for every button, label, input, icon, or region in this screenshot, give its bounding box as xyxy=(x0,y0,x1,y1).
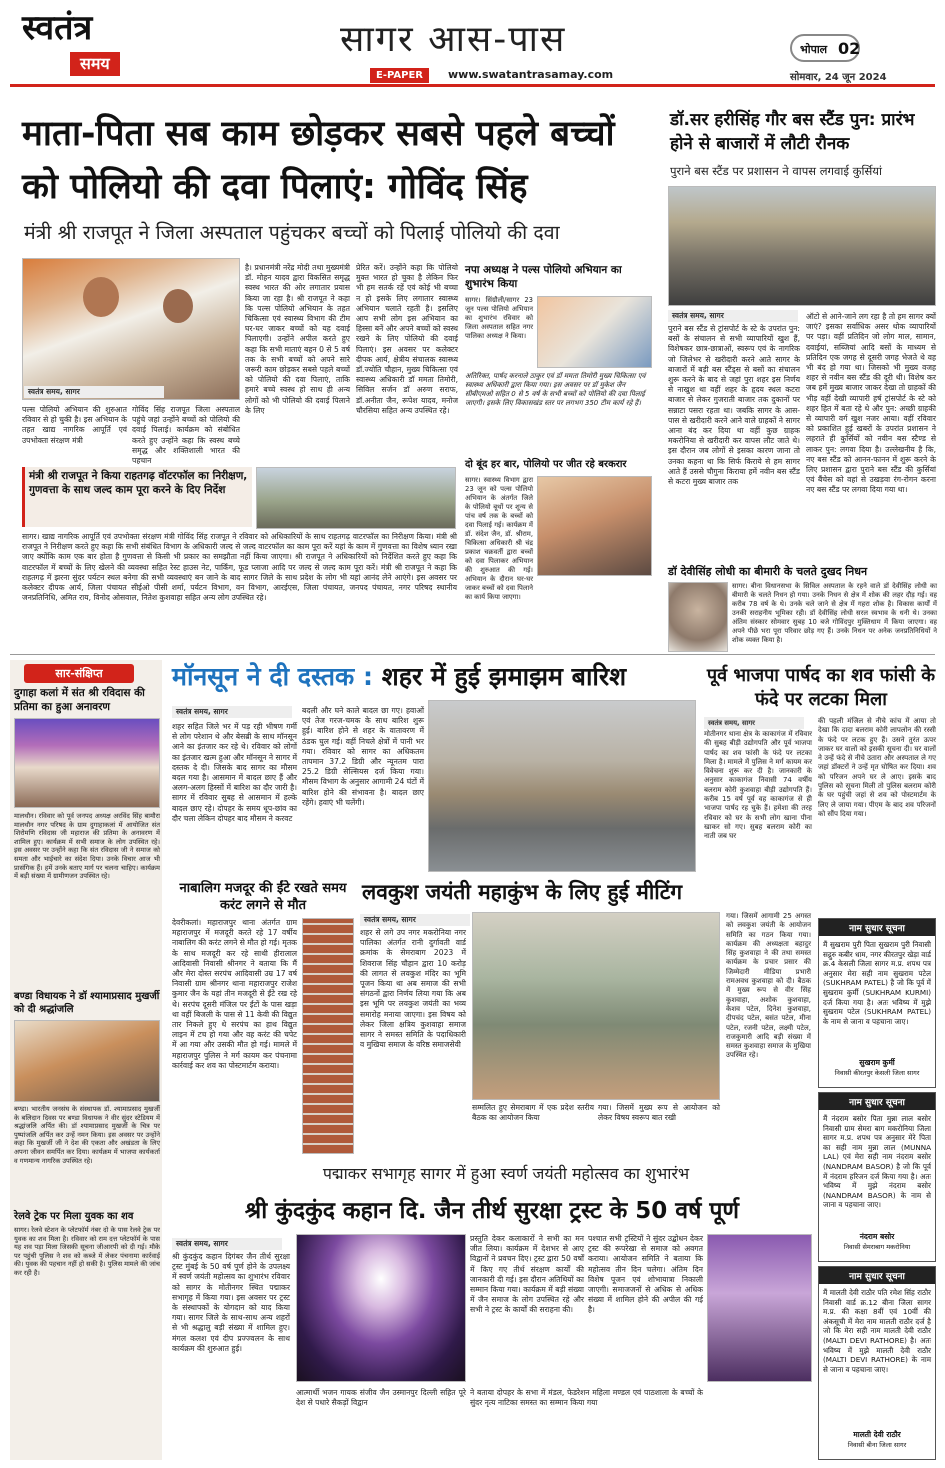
padmakar-photo xyxy=(296,1234,466,1382)
page-number: 02 xyxy=(838,39,861,58)
lodhi-headline: डॉ देवीसिंह लोधी का बीमारी के चलते दुखद निधन xyxy=(668,565,868,578)
nagar-caption: अतिरिक्त, पार्षद करनाले ठाकुर एवं डॉ ममता तिमोरी मुख्य चिकित्सा एवं स्वास्थ्य अधिकारी द्वारा किया गया। इस अवसर पर डॉ मुकेश जैन सीबीएमओ सहित 0 से 5 वर्ष के सभी बच्चों को पोलियो की दवा पिलाई जाएगी। इसके लिए विकासखंड स्तर पर लगभग 350 टीम कार्य रहे हैं। xyxy=(465,372,646,407)
lavkush-col1: शहर से लगे उप नगर मकरोनिया नगर पालिका अंतर्गत रानी दुर्गावती वार्ड क्रमांक के सेमराबाग 2023 में शिवराज सिंह चौहान द्वारा 10 करोड़ की लागत से लवकुश मंदिर का भूमि पूजन किया था अब समाज की सभी संगठनों द्वारा निर्णय लिया गया कि अब इस भूमि पर लवकुश जयंती का भव्य समारोह मनाया जाएगा। इस विषय को लेकर जिला क्षत्रिय कुशवाहा समाज सागर ने समस्त समिति के पदाधिकारी व मुखिया समाज के वरिष्ठ समाजसेवी xyxy=(360,928,466,1050)
summary-b1: मालथौन। रविवार को पूर्व जनपद अध्यक्ष अरविंद सिंह बामौरा मालथौन नगर परिषद के ग्राम दुगाहाकलां में आयोजित संत शिरोमणि रविदास जी महाराज की प्रतिमा के अनावरण में शामिल हुए। कार्यक्रम में सभी समाज के लोग उपस्थित रहे। इस अवसर पर उन्होंने कहा कि संत रविदास जी ने समाज को समता और भाईचारे का संदेश दिया। उनके विचार आज भी प्रासंगिक हैं। हमें उनके बताए मार्ग पर चलना चाहिए। कार्यक्रम में बड़ी संख्या में ग्रामीणजन उपस्थित रहे। xyxy=(14,812,160,881)
padmakar-col3: पश्चात सभी ट्रस्टियों ने सुंदर उद्बोधन देकर ट्रस्ट की रूपरेखा से समाज को अवगत कराया। आयोजन समिति ने बताया कि महोत्सव तीन दिन चलेगा। अंतिम दिन विशेष पूजन एवं शोभायात्रा निकाली जाएगी। समाजजनों से अधिक से अधिक संख्या में शामिल होने की अपील की गई है। xyxy=(588,1234,703,1315)
section-title: सागर आस-पास xyxy=(340,19,567,60)
logo-top: स्वतंत्र xyxy=(22,8,93,48)
padmakar-photo-2 xyxy=(707,1234,812,1382)
lead-byline: स्वतंत्र समय, सागर xyxy=(24,386,164,398)
divider xyxy=(10,654,935,655)
padmakar-headline: श्री कुंदकुंद कहान दि. जैन तीर्थ सुरक्षा ट्रस्ट के 50 वर्ष पूर्ण xyxy=(244,1198,740,1224)
notice-sign-2: निवासी सेमराबाग मकरोनिया xyxy=(843,1243,911,1251)
monsoon-headline-black: शहर में हुई झमाझम बारिश xyxy=(381,662,627,691)
monsoon-photo xyxy=(428,700,696,872)
inspect-headline: मंत्री श्री राजपूत ने किया राहतगढ़ वॉटरफॉल का निरीक्षण, गुणवत्ता के साथ जल्द काम पूरा करने के दिए निर्देश xyxy=(29,470,248,496)
lead-headline: माता-पिता सब काम छोड़कर सबसे पहले बच्चों को पोलियो की दवा पिलाएं: गोविंद सिंह xyxy=(22,114,615,207)
logo-bottom: समय xyxy=(70,52,120,76)
notice-sign: मालती देवी राठौर xyxy=(853,1430,901,1439)
notice-title: नाम सुधार सूचना xyxy=(819,1093,935,1110)
lavkush-headline: लवकुश जयंती महाकुंभ के लिए हुई मीटिंग xyxy=(362,880,683,904)
summary-photo1 xyxy=(14,718,160,808)
padmakar-title: पद्माकर सभागृह सागर में हुआ स्वर्ण जयंती महोत्सव का शुभारंभ xyxy=(322,1164,690,1183)
summary-photo2 xyxy=(14,1020,160,1102)
inspect-body: सागर। खाद्य नागरिक आपूर्ति एवं उपभोक्ता संरक्षण मंत्री गोविंद सिंह राजपूत ने रविवार को अधिकारियों के साथ राहतगढ़ वाटरफॉल का निरीक्षण किया। मंत्री श्री राजपूत ने निरीक्षण करते हुए कहा कि सभी संबंधित विभाग के अधिकारी जल्द से जल्द वाटरफॉल का काम पूरा करें यहां के काम में गुणवत्ता का विशेष ध्यान रखा जाए क्योंकि काम एक बार होता है गुणवत्ता से किसी भी प्रकार का समझौता नहीं किया जाएगा। श्री राजपूत ने अधिकारियों को निर्देशित करते हुए कहा कि वाटरफॉल में बच्चों के लिए खेलने की व्यवस्था सहित रेस्ट हाउस नेट, पार्किंग, फूड प्लाजा आदि पर जल्द से जल्द काम पूरा करें। मंत्री श्री राजपूत ने कहा कि राहतगढ़ में झरना सुंदर पर्यटन स्थल बनेगा की सभी व्यवस्थाएं बन जाने के बाद सागर जिले के साथ प्रदेश के लोग भी यहां आनंद लेने आएंगे। इस अवसर पर कलेक्टर दीपक आर्य, जिला पंचायत सीईओ पीसी शर्मा, पर्यटन विभाग, वन विभाग, आरईएस, जिला पंचायत, जनपद पंचायत, नगर परिषद स्थानीय जनप्रतिनिधि, अमित राय, विनोद ओसवाल, नितेश कुशवाहा सहित अन्य लोग उपस्थित रहे। xyxy=(22,532,457,603)
notice-title: नाम सुधार सूचना xyxy=(819,919,935,936)
lavkush-byline: स्वतंत्र समय, सागर xyxy=(360,914,470,926)
city-label: भोपाल xyxy=(800,43,828,56)
labour-headline: नाबालिग मजदूर की ईंटे रखते समय करंट लगने से मौत xyxy=(179,881,347,913)
summary-h3: रेलवे ट्रेक पर मिला युवक का शव xyxy=(14,1211,134,1222)
bus-photo xyxy=(668,186,936,306)
summary-h2: बण्डा विधायक ने डॉ श्यामाप्रसाद मुखर्जी को दी श्रद्धांजलि xyxy=(14,991,160,1015)
lavkush-col2: गया। जिसमें आगामी 25 अगस्त को लवकुश जयंती के आयोजन समिति का गठन किया गया। कार्यक्रम की अध्यक्षता बहादुर सिंह कुशवाहा ने की तथा समस्त कार्यक्रम के प्रचार प्रसार की जिम्मेदारी मीडिया प्रभारी रामअवध कुशवाहा को दी। बैठक में मुख्य रूप से वीर सिंह कुशवाहा, अशोक कुशवाहा, केशव पटेल, दिनेश कुशवाहा, दीपचंद पटेल, बसंत पटेल, मीना पटेल, रजनी पटेल, लक्ष्मी पटेल, राजकुमारी आदि बड़ी संख्या में समस्त कुशवाहा समाज के मुखिया उपस्थित रहे। xyxy=(726,912,811,1060)
monsoon-byline: स्वतंत्र समय, सागर xyxy=(172,706,292,718)
bus-headline: डॉ.सर हरीसिंह गौर बस स्टैंड पुन: प्रारंभ होने से बाजारों में लौटी रौनक xyxy=(670,110,915,154)
lead-col2: है। प्रधानमंत्री नरेंद्र मोदी तथा मुख्यमंत्री डॉ. मोहन यादव द्वारा विकसित समृद्ध स्वस्थ भारत की ओर लगातार प्रयास किया जा रहा है। श्री राजपूत ने कहा कि पल्स पोलियो अभियान के तहत चिकित्सा एवं स्वास्थ्य विभाग की टीम घर-घर जाकर बच्चों को यह दवाई पिलाएगी। उन्होंने अपील करते हुए कहा कि सभी माताएं बहन 0 से 5 वर्ष तक के सभी बच्चों को अपने सारे जरूरी काम छोड़कर सबसे पहले बच्चों को पोलियो की दवा पिलाएं, ताकि हमारे बच्चे स्वस्थ हो साथ ही अन्य लोगों को भी पोलियो की दवाई पिलाने के लिए xyxy=(245,263,350,415)
monsoon-col2: बदली और घने काले बादल छा गए। हवाओं एवं तेज गरज-चमक के साथ बारिश शुरू हुई। बारिश होने से शहर के वातावरण में ठंडक घुल गई। वहीं निचले क्षेत्रों में पानी भर गया। रविवार को सागर का अधिकतम तापमान 37.2 डिग्री और न्यूनतम पारा 25.2 डिग्री सेल्सियस दर्ज किया गया। मौसम विभाग के अनुसार आगामी 24 घंटों में बारिश होने की संभावना है। बादल छाए रहेंगे। हवाएं भी चलेंगी। xyxy=(302,706,424,807)
suicide-headline: पूर्व भाजपा पार्षद का शव फांसी के फंदे पर लटका मिला xyxy=(706,665,936,710)
inspect-headline-box xyxy=(22,467,252,527)
notice-box-2 xyxy=(818,1092,936,1262)
nagar-body: सागर। सिंग्रौली/सागर 23 जून पल्स पोलियो अभियान का शुभारंभ रविवार को जिला अस्पताल सहित नगर पालिका अध्यक्ष ने किया। xyxy=(465,296,533,340)
city-tag xyxy=(790,34,860,62)
notice-sign-2: निवासी बीना जिला सागर xyxy=(847,1441,907,1449)
epaper-badge: E-PAPER xyxy=(370,68,429,83)
monsoon-headline-red: मॉनसून ने दी दस्तक : xyxy=(172,662,373,691)
lead-col3: प्रेरित करें। उन्होंने कहा कि पोलियो मुक्त भारत हो चुका है लेकिन फिर भी हम सतर्क रहें एवं कोई भी बच्चा न हो इसके लिए लगातार स्वास्थ्य अभियान चलाते रहती है। इसलिए आप सभी लोग इस अभियान का हिस्सा बनें और अपने बच्चों को स्वस्थ रखने के लिए पोलियो की दवाई पिलाएं। इस अवसर पर कलेक्टर दीपक आर्य, क्षेत्रीय संचालक स्वास्थ्य डॉ.ज्योति चौहान, मुख्य चिकित्सा एवं स्वास्थ्य अधिकारी डॉ ममता तिमोरी, सिविल सर्जन डॉ अरुण सराफ, डॉ.अनीता जैन, रूपेश यादव, मनोज चौरसिया सहित अन्य उपस्थित रहे। xyxy=(356,263,458,415)
suicide-byline: स्वतंत्र समय, सागर xyxy=(704,717,804,729)
notice-sign: नंदराम बसोर xyxy=(859,1232,895,1241)
bus-col2: ऑटो से आने-जाने लग रहा है तो हम सागर क्यों जाएं? इसका सर्वाधिक असर थोक व्यापारियों पर पड़ा। वहीं प्रतिदिन जो लोग माल, सामान, दवाईयां, सब्जियां आदि बसों के माध्यम से प्रतिदिन एक जगह से दूसरी जगह भेजते थे वह भी बंद हो गया था। जिसको भी मुख्य वजह शहर से नवीन बस स्टैंड की दूरी थी। विशेष कर जब हमें मुख्य बाजार जाकर देखा तो ग्राहकों की भीड़ वहीं देखी व्यापारी हर्ष ट्रांसपोर्ट के स्टे को शहर हित में बता रहे थे और पुन: अच्छी ग्राहकी से व्यापारी वर्ग खुश नजर आया। वहीं रविवार को प्रकाशित हुई खबरों के उपरांत प्रशासन ने लहराते ही कुर्सियों को नवीन बस स्टैण्ड से लाकर पुन: लगवा दिया है। उल्लेखनीय है कि, नए बस स्टैंड को आनन-फानन में शुरू करने के लिए प्रशासन द्वारा पुराने बस स्टैंड की कुर्सियां एवं बैंचेस को वहां से उखड़वा रंग-रोगन करना नए बस स्टैंड पर लगवा दिया गया था। xyxy=(806,312,936,495)
lead-subhead: मंत्री श्री राजपूत ने जिला अस्पताल पहुंचकर बच्चों को पिलाई पोलियो की दवा xyxy=(24,221,560,244)
summary-b3: सागर। रेलवे स्टेशन के प्लेटफॉर्म नंबर दो के पास रेलवे ट्रेक पर युवक का शव मिला है। रविवार को राम दत्त प्लेटफॉर्म के पास यह शव पड़ा मिला जिसकी सूचना जीआरपी को दी गई। मौके पर पहुंची पुलिस ने शव को कब्जे में लेकर पंचनामा कार्रवाई की। युवक की पहचान नहीं हो सकी है। पुलिस मामले की जांच कर रही है। xyxy=(14,1226,160,1277)
bus-subhead: पुराने बस स्टैंड पर प्रशासन ने वापस लगवाई कुर्सियां xyxy=(670,164,882,178)
summary-label: सार-संक्षिप्त xyxy=(24,664,134,683)
monsoon-headline xyxy=(172,660,692,694)
lavkush-col2b: गया। जिसमें मुख्य रूप से आयोजन को लेकर विषय स्वरूप बात रखी xyxy=(598,1103,720,1123)
photo-person xyxy=(163,289,193,323)
notice-body: मैं मालती देवी राठौर पति रमेश सिंह राठौर निवासी वार्ड क्र.12 बीना जिला सागर म.प्र. की कक्षा 8वीं एवं 10वीं की अंकसूची में मेरा नाम मालती राठौर दर्ज है जो कि मेरा सही नाम मालती देवी राठौर (MALTI DEVI RATHORE) है। अतः भविष्य में मुझे मालती देवी राठौर (MALTI DEVI RATHORE) के नाम से जाना व पहचाना जाए। xyxy=(823,1288,931,1374)
site-url[interactable]: www.swatantrasamay.com xyxy=(448,68,614,81)
notice-sign-2: निवासी कीरतपुर केसली जिला सागर xyxy=(834,1069,920,1077)
lodhi-body: सागर। बीना विधानसभा के सिविल अस्पताल के रहने वाले डॉ देवीसिंह लोधी का बीमारी के चलते निधन हो गया। उनके निधन से क्षेत्र में शोक की लहर दौड़ गई। वह करीब 78 वर्ष के थे। उनके चले जाने से क्षेत्र में गहरा शोक है। विकास कार्यों में उनकी सराहनीय भूमिका रही। डॉ देवीसिंह लोधी सरल स्वभाव के धनी थे। उनका अंतिम संस्कार सोमवार सुबह 10 बजे गोविंदपुर मुक्तिधाम में किया जाएगा। वह अपने पीछे भरा पूरा परिवार छोड़ गए हैं। उनके निधन पर अनेक जनप्रतिनिधियों ने शोक व्यक्त किया है। xyxy=(732,582,937,644)
labour-photo xyxy=(302,918,354,1154)
bus-byline: स्वतंत्र समय, सागर xyxy=(668,310,798,322)
summary-b2: बण्डा। भारतीय जनसंघ के संस्थापक डॉ. श्यामाप्रसाद मुखर्जी के बलिदान दिवस पर बण्डा विधायक ने वीर सुंदर स्टेडियम में श्रद्धांजलि अर्पित की। डॉ श्यामाप्रसाद मुखर्जी के चित्र पर पुष्पांजलि अर्पित कर उन्हें नमन किया। इस अवसर पर उन्होंने कहा कि मुखर्जी जी ने देश की एकता और अखंडता के लिए अपना जीवन समर्पित कर दिया। कार्यक्रम में भाजपा कार्यकर्ता व गणमान्य नागरिक उपस्थित रहे। xyxy=(14,1105,160,1165)
padmakar-col2: प्रस्तुति देकर कलाकारों ने सभी का मन जीत लिया। कार्यक्रम में देशभर से आए विद्वानों ने प्रवचन दिए। ट्रस्ट द्वारा 50 वर्षों में किए गए तीर्थ संरक्षण कार्यों की जानकारी दी गई। इस दौरान अतिथियों का सम्मान किया गया। कार्यक्रम में बड़ी संख्या में जैन समाज के लोग उपस्थित रहे और सभी ने ट्रस्ट के कार्यों की सराहना की। xyxy=(470,1234,584,1315)
suicide-col2: की पहली मंजिल से नीचे कांच में आया तो देखा कि दादा बलराम कोरी लापलोन की रस्सी के फंदे पर लटक हुए हैं। उसने तुरंत ऊपर जाकर घर वालों को इसकी सूचना दी। घर वालों ने उन्हें फंदे से नीचे उतारा और अस्पताल ले गए जहां डॉक्टरों ने उन्हें मृत घोषित कर दिया। शव को परिजन अपने घर ले आए। इसके बाद पुलिस को सूचना मिली तो पुलिस बलराम कोरी के घर पहुंची जहां से शव को पोस्टमार्टम के लिए ले जाया गया। पीएम के बाद शव परिजनों को सौंप दिया गया। xyxy=(818,717,936,818)
issue-date: सोमवार, 24 जून 2024 xyxy=(790,72,887,83)
padmakar-col1: श्री कुंदकुंद कहान दिगंबर जैन तीर्थ सुरक्षा ट्रस्ट मुंबई के 50 वर्ष पूर्ण होने के उपलक्ष्य में स्वर्ण जयंती महोत्सव का शुभारंभ रविवार को सागर के मोतीनगर स्थित पद्माकर सभागृह में किया गया। इस अवसर पर ट्रस्ट के संस्थापकों के योगदान को याद किया गया। सागर जिले के साथ-साथ अन्य शहरों से भी श्रद्धालु बड़ी संख्या में शामिल हुए। मंगल कलश एवं दीप प्रज्ज्वलन के साथ कार्यक्रम की शुरुआत हुई। xyxy=(172,1252,290,1353)
notice-body: मैं सुखराम पुरी पिता सुखराम पुरी निवासी सद्गुरु कबीर धाम, नगर कीरतपुर खेड़ा वार्ड क्र.4 केसली जिला सागर म.प्र. शपथ पत्र अनुसार मेरा सही नाम सुखराम पटेल (SUKHRAM PATEL) है जो कि पूर्व में सुखराम कुर्मी (SUKHRAM KURMI) दर्ज किया गया है। अतः भविष्य में मुझे सुखराम पटेल (SUKHRAM PATEL) के नाम से जाना व पहचाना जाए। xyxy=(823,940,931,1026)
notice-body: मैं नंदराम बसोर पिता मुन्ना लाल बसोर निवासी ग्राम सेमरा बाग मकरोनिया जिला सागर म.प्र. शपथ पत्र अनुसार मेरे पिता का सही नाम मुन्ना लाल (MUNNA LAL) एवं मेरा सही नाम नंदराम बसोर (NANDRAM BASOR) है जो कि पूर्व में नंदराम हरिजन दर्ज किया गया है। अतः भविष्य में मुझे नंदराम बसोर (NANDRAM BASOR) के नाम से जाना व पहचाना जाए। xyxy=(823,1114,931,1210)
notice-box-1 xyxy=(818,918,936,1088)
padmakar-cap2: ने बताया दोपहर के सभा में मंडल, फेडरेशन महिला मण्डल एवं पाठशाला के बच्चों के सुंदर नृत्य नाटिका समस्त का सम्मान किया गया xyxy=(470,1388,703,1408)
masthead-rule xyxy=(10,84,935,87)
nagar-photo xyxy=(537,296,652,368)
notice-box-3 xyxy=(818,1266,936,1460)
inspect-photo xyxy=(256,467,456,529)
monsoon-col1: शहर सहित जिले भर में पड़ रही भीषण गर्मी से लोग परेशान थे और बेसब्री के साथ मॉनसून आने का इंतजार कर रहे थे। रविवार को लोगों का इंतजार खत्म हुआ और मॉनसून ने सागर में दस्तक दे दी। जिसके बाद सागर का मौसम बदल गया है। आसमान में बादल छाए हैं और अलग-अलग हिस्सों में बारिश का दौर जारी है। सागर में रविवार सुबह से आसमान में हल्के बादल छाए रहे। दोपहर के समय धूप-छांव का दौर चला लेकिन दोपहर बाद मौसम ने करवट xyxy=(172,722,297,823)
lead-col1b: गोविंद सिंह राजपूत जिला अस्पताल पहुंचे जहां उन्होंने बच्चों को पोलियो की दवाई पिलाई। कार्यक्रम को संबोधित करते हुए उन्होंने कहा कि स्वस्थ बच्चे समृद्ध और शक्तिशाली भारत की पहचान xyxy=(132,405,240,466)
suicide-col1: मोतीनगर थाना क्षेत्र के काकागंज में रविवार की सुबह बीड़ी उद्योगपति और पूर्व भाजपा पार्षद का शव फांसी के फंदे पर लटका मिला है। मामले में पुलिस ने मर्ग कायम कर विवेचना शुरू कर दी है। जानकारी के अनुसार काकागंज निवासी 74 वर्षीय बलराम कोरी कुशवाहा बीड़ी उद्योगपति हैं। करीब 15 वर्ष पूर्व वह काकागंज से ही भाजपा पार्षद रह चुके हैं। हमेशा की तरह रविवार को घर के सभी लोग खाना पीना खाकर सो गए। सुबह बलराम कोरी का नाती जब घर xyxy=(704,730,812,841)
notice-sign: सुखराम कुर्मी xyxy=(859,1058,895,1067)
lead-col1: पल्स पोलियो अभियान की शुरुआत रविवार से हो चुकी है। इस अभियान के तहत खाद्य नागरिक आपूर्ति एवं उपभोक्ता संरक्षण मंत्री xyxy=(22,405,127,445)
summary-h1: दुगाहा कलां में संत श्री रविदास की प्रतिमा का हुआ अनावरण xyxy=(14,687,145,713)
padmakar-cap1: आत्मार्थी भजन गायक संजीव जैन उस्मानपुर दिल्ली सहित पूरे देश से पधारे सैकड़ों विद्वान xyxy=(296,1388,466,1408)
polio2-photo xyxy=(537,476,652,576)
masthead xyxy=(0,0,945,88)
padmakar-byline: स्वतंत्र समय, सागर xyxy=(172,1238,282,1250)
lead-photo xyxy=(22,258,240,400)
lavkush-photo xyxy=(472,912,720,1100)
bus-col1: पुराने बस स्टैंड से ट्रांसपोर्ट के स्टे के उपरांत पुन: बसों के संचालन से सभी व्यापारियों खुश हैं, विशेषकर छात्र-छात्राओं, स्वरूप एवं के नागरिक जो जिलेभर से खरीदारी करने आते सागर के बाजारों में बड़ी बस स्टैंड्स से बसों का संचालन शुरू करने के बाद से जहां पुरा शहर इस निर्णय से नाखुश था वहीं शहर के हृदय स्थल कटरा बाजार से लेकर गुजराती बाजार तक दुकानों पर सन्नाटा पसरा रहता था। जबकि सागर के आस-पास से खरीदारी करने आने वाले ग्राहकों ने सागर आना बंद कर दिया था वहीं कुछ ग्राहक मकरोनिया से खरीदारी कर वापस लौट जाते थे। इस दौरान जब लोगों से इसका कारण जाना तो उनका कहना था कि सिर्फ किराये से हम सागर आते हैं उससे चौगुना किराया हमें नवीन बस स्टैंड से कटरा मुख्य बाजार तक xyxy=(668,324,800,487)
nagar-headline: नपा अध्यक्ष ने पल्स पोलियो अभियान का शुभारंभ किया xyxy=(465,264,622,290)
photo-person xyxy=(83,277,119,317)
polio2-body: सागर। स्वास्थ्य विभाग द्वारा 23 जून को पल्स पोलियो अभियान के अंतर्गत जिले के पोलियो बूथों पर शून्य से पांच वर्ष तक के बच्चों को दवा पिलाई गई। कार्यक्रम में डॉ. संदेश जैन, डॉ. श्रीराम, चिकित्सा अधिकारी श्री चंद्र प्रकाश चक्रवर्ती द्वारा बच्चों को दवा पिलाकर अभियान की शुरुआत की गई। अभियान के दौरान घर-घर जाकर बच्चों को दवा पिलाने का कार्य किया जाएगा। xyxy=(465,476,533,601)
notice-title: नाम सुधार सूचना xyxy=(819,1267,935,1284)
labour-body: देवरीकलां। महाराजपुर थाना अंतर्गत ग्राम महाराजपुर में मजदूरी करते रहे 17 वर्षीय नाबालिग की करंट लगने से मौत हो गई। मृतक के साथ मजदूरी कर रहे साथी हीरालाल आदिवासी निवासी श्रीनगर ने बताया कि मैं और मेरा दोस्त सरपंच आदिवासी उम्र 17 वर्ष निवासी ग्राम श्रीनगर थाना महाराजपुर राजेश कुमार जैन के यहां तीन मजदूरी से ईंटे रख रहे थे। सरपंच दूसरी मंजिल पर ईंटों के पास खड़ा था वहीं बिजली के पास से 11 केवी की विद्युत तार निकले हुए थे सरपंच का हाथ विद्युत लाइन में टच हो गया और वह करंट की चपेट में आ गया और उसकी मौत हो गई। मामले में महाराजपुर पुलिस ने मर्ग कायम कर पंचनामा कार्रवाई कर शव का पोस्टमार्टम कराया। xyxy=(172,918,297,1070)
lavkush-col1b: सम्मलित हुए सेमराबाग में एक प्रदेश स्तरीय बैठक का आयोजन किया xyxy=(472,1103,594,1123)
lodhi-photo xyxy=(668,582,728,652)
polio2-headline: दो बूंद हर बार, पोलियो पर जीत रहे बरकरार xyxy=(465,459,627,470)
logo[interactable] xyxy=(22,8,162,80)
